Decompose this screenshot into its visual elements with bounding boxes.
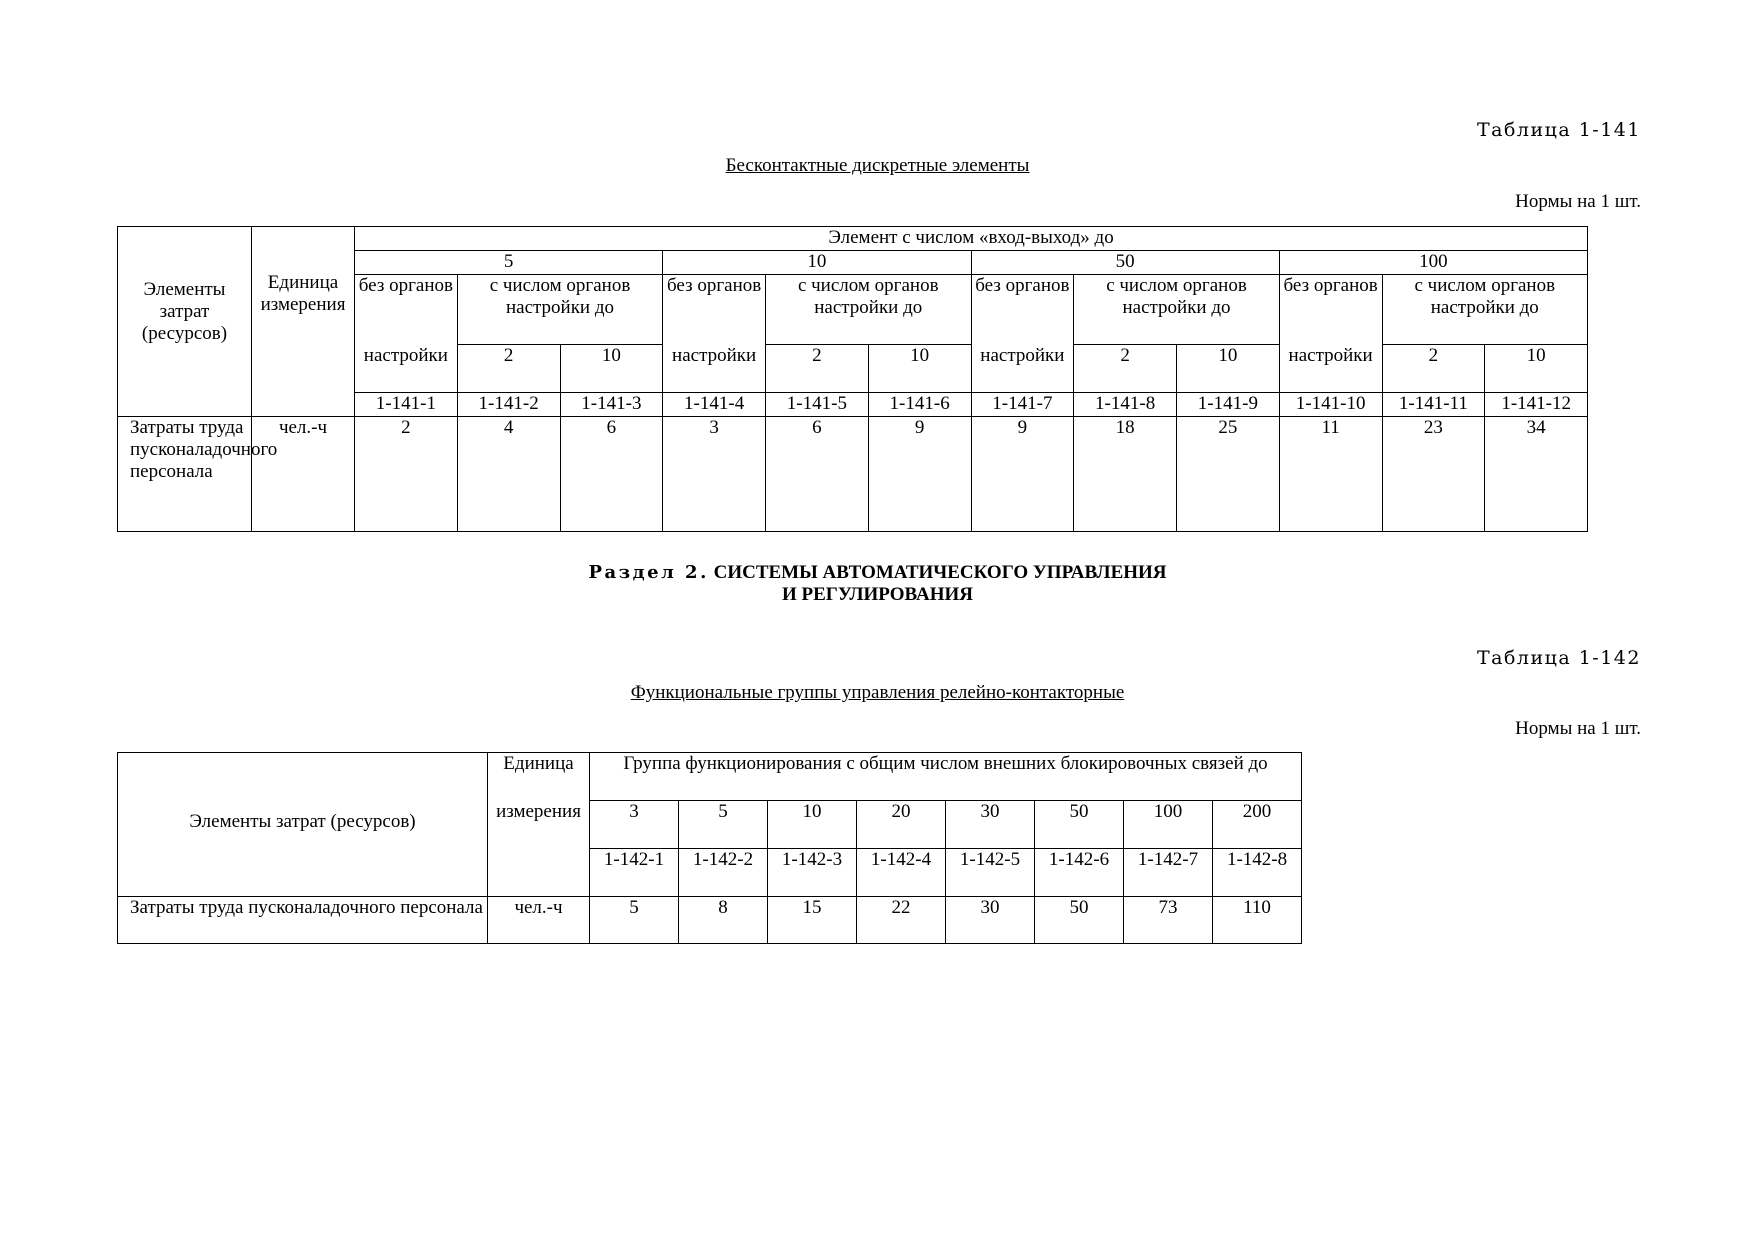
value-cell: 2: [355, 417, 458, 532]
header-with-controls: с числом органов настройки до: [1382, 275, 1588, 345]
code-cell: 1-141-5: [766, 393, 869, 417]
table-number-2: Таблица 1-142: [1476, 647, 1641, 669]
code-cell: 1-141-4: [663, 393, 766, 417]
value-cell: 4: [457, 417, 560, 532]
value-cell: 5: [590, 897, 679, 944]
header-without-controls: без органов: [1279, 275, 1382, 345]
section-heading: [0, 562, 1755, 606]
header-controls-value: 10: [1177, 345, 1280, 393]
value-cell: 6: [766, 417, 869, 532]
header-with-controls: с числом органов настройки до: [1074, 275, 1280, 345]
norms-note-1: Нормы на 1 шт.: [1515, 191, 1641, 212]
header-controls-value: 10: [868, 345, 971, 393]
header-links-value: 5: [679, 801, 768, 849]
code-cell: 1-142-3: [768, 849, 857, 897]
value-cell: 9: [868, 417, 971, 532]
code-cell: 1-141-7: [971, 393, 1074, 417]
row-unit: чел.-ч: [252, 417, 355, 532]
header-with-controls: с числом органов настройки до: [766, 275, 972, 345]
header-io-value: 5: [355, 251, 663, 275]
section-line1: СИСТЕМЫ АВТОМАТИЧЕСКОГО УПРАВЛЕНИЯ: [713, 562, 1167, 583]
row-unit: чел.-ч: [488, 897, 590, 944]
header-unit-cont: измерения: [488, 801, 590, 897]
header-without-controls: без органов: [971, 275, 1074, 345]
code-cell: 1-141-1: [355, 393, 458, 417]
header-elements: Элементы затрат (ресурсов): [118, 227, 252, 417]
header-with-controls: с числом органов настройки до: [457, 275, 663, 345]
header-links-value: 3: [590, 801, 679, 849]
code-cell: 1-141-3: [560, 393, 663, 417]
header-without-controls-cont: настройки: [355, 345, 458, 393]
value-cell: 9: [971, 417, 1074, 532]
value-cell: 110: [1213, 897, 1302, 944]
header-controls-value: 10: [560, 345, 663, 393]
value-cell: 11: [1279, 417, 1382, 532]
value-cell: 34: [1485, 417, 1588, 532]
table-1-141: [117, 226, 1588, 532]
row-label: Затраты труда пусконаладочного персонала: [118, 417, 252, 532]
code-cell: 1-141-6: [868, 393, 971, 417]
code-cell: 1-141-11: [1382, 393, 1485, 417]
code-cell: 1-142-8: [1213, 849, 1302, 897]
value-cell: 15: [768, 897, 857, 944]
norms-note-2: Нормы на 1 шт.: [1515, 718, 1641, 739]
value-cell: 73: [1124, 897, 1213, 944]
table-number-1: Таблица 1-141: [1476, 119, 1641, 141]
row-label: Затраты труда пусконаладочного персонала: [118, 897, 488, 944]
header-without-controls-cont: настройки: [971, 345, 1074, 393]
header-io-value: 100: [1279, 251, 1587, 275]
code-cell: 1-142-7: [1124, 849, 1213, 897]
header-io-value: 10: [663, 251, 971, 275]
header-controls-value: 2: [1382, 345, 1485, 393]
value-cell: 8: [679, 897, 768, 944]
header-io-group: Элемент с числом «вход-выход» до: [355, 227, 1588, 251]
header-without-controls: без органов: [355, 275, 458, 345]
code-cell: 1-142-5: [946, 849, 1035, 897]
header-controls-value: 10: [1485, 345, 1588, 393]
header-unit: Единица измерения: [252, 227, 355, 417]
code-cell: 1-141-2: [457, 393, 560, 417]
value-cell: 3: [663, 417, 766, 532]
value-cell: 23: [1382, 417, 1485, 532]
value-cell: 6: [560, 417, 663, 532]
header-controls-value: 2: [766, 345, 869, 393]
table-row: [118, 897, 1302, 944]
value-cell: 18: [1074, 417, 1177, 532]
table-row: [118, 417, 1588, 532]
code-cell: 1-141-10: [1279, 393, 1382, 417]
code-cell: 1-142-1: [590, 849, 679, 897]
header-links-value: 10: [768, 801, 857, 849]
header-without-controls-cont: настройки: [1279, 345, 1382, 393]
table-title-2: Функциональные группы управления релейно-контакторные: [630, 682, 1125, 703]
code-cell: 1-142-2: [679, 849, 768, 897]
header-links-value: 50: [1035, 801, 1124, 849]
table-title-1: Бесконтактные дискретные элементы: [725, 155, 1030, 176]
header-controls-value: 2: [1074, 345, 1177, 393]
section-prefix: Раздел 2.: [588, 562, 709, 583]
value-cell: 50: [1035, 897, 1124, 944]
header-without-controls-cont: настройки: [663, 345, 766, 393]
header-elements: Элементы затрат (ресурсов): [118, 753, 488, 897]
header-links-value: 30: [946, 801, 1035, 849]
value-cell: 25: [1177, 417, 1280, 532]
header-controls-value: 2: [457, 345, 560, 393]
value-cell: 22: [857, 897, 946, 944]
header-links-value: 100: [1124, 801, 1213, 849]
value-cell: 30: [946, 897, 1035, 944]
section-line2: И РЕГУЛИРОВАНИЯ: [781, 584, 974, 605]
header-links-value: 20: [857, 801, 946, 849]
code-cell: 1-141-9: [1177, 393, 1280, 417]
header-without-controls: без органов: [663, 275, 766, 345]
header-links-value: 200: [1213, 801, 1302, 849]
table-1-142: [117, 752, 1302, 944]
code-cell: 1-142-4: [857, 849, 946, 897]
code-cell: 1-141-12: [1485, 393, 1588, 417]
code-cell: 1-141-8: [1074, 393, 1177, 417]
header-links-group: Группа функционирования с общим числом внешних блокировочных связей до: [590, 753, 1302, 801]
header-io-value: 50: [971, 251, 1279, 275]
code-cell: 1-142-6: [1035, 849, 1124, 897]
header-unit: Единица: [488, 753, 590, 801]
